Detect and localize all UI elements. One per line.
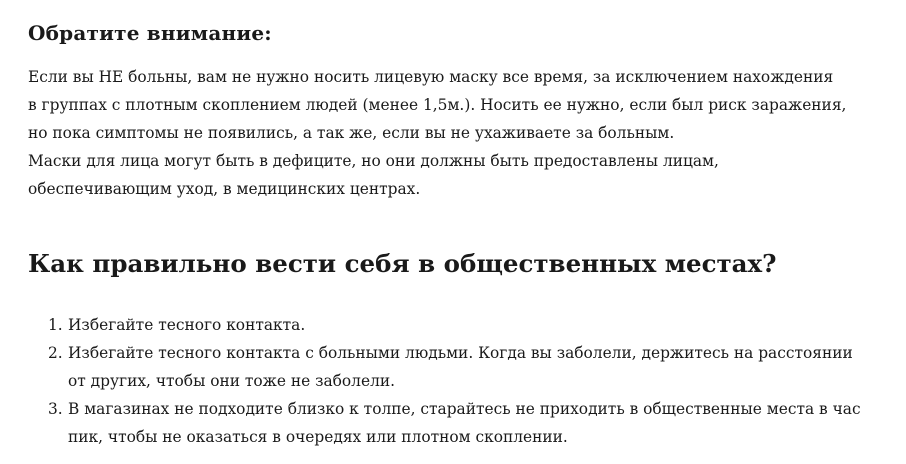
list-item-number: 2.: [48, 344, 63, 362]
notice-line: но пока симптомы не появились, а так же, если вы не ухаживаете за больным.: [28, 124, 675, 142]
list-item-text: Избегайте тесного контакта.: [68, 316, 306, 334]
list-item-text: пик, чтобы не оказаться в очередях или плотном скоплении.: [68, 428, 568, 446]
notice-heading: Обратите внимание:: [28, 21, 272, 45]
list-item: [28, 311, 888, 339]
list-item-number: 1.: [48, 316, 63, 334]
notice-line: Если вы НЕ больны, вам не нужно носить лицевую маску все время, за исключением нахождения: [28, 68, 834, 86]
notice-line: обеспечивающим уход, в медицинских центрах.: [28, 180, 421, 198]
list-item-number: 3.: [48, 400, 63, 418]
list-item-text: Избегайте тесного контакта с больными людьми. Когда вы заболели, держитесь на расстоянии: [68, 344, 853, 362]
list-item: [28, 339, 888, 395]
section-heading: Как правильно вести себя в общественных местах?: [28, 249, 777, 278]
tips-list: [28, 311, 888, 451]
list-item: [28, 395, 888, 451]
notice-line: Маски для лица могут быть в дефиците, но они должны быть предоставлены лицам,: [28, 152, 719, 170]
notice-line: в группах с плотным скоплением людей (менее 1,5м.). Носить ее нужно, если был риск заражения,: [28, 96, 847, 114]
list-item-text: от других, чтобы они тоже не заболели.: [68, 372, 395, 390]
list-item-text: В магазинах не подходите близко к толпе, старайтесь не приходить в общественные места в час: [68, 400, 861, 418]
notice-paragraph: [28, 63, 888, 203]
